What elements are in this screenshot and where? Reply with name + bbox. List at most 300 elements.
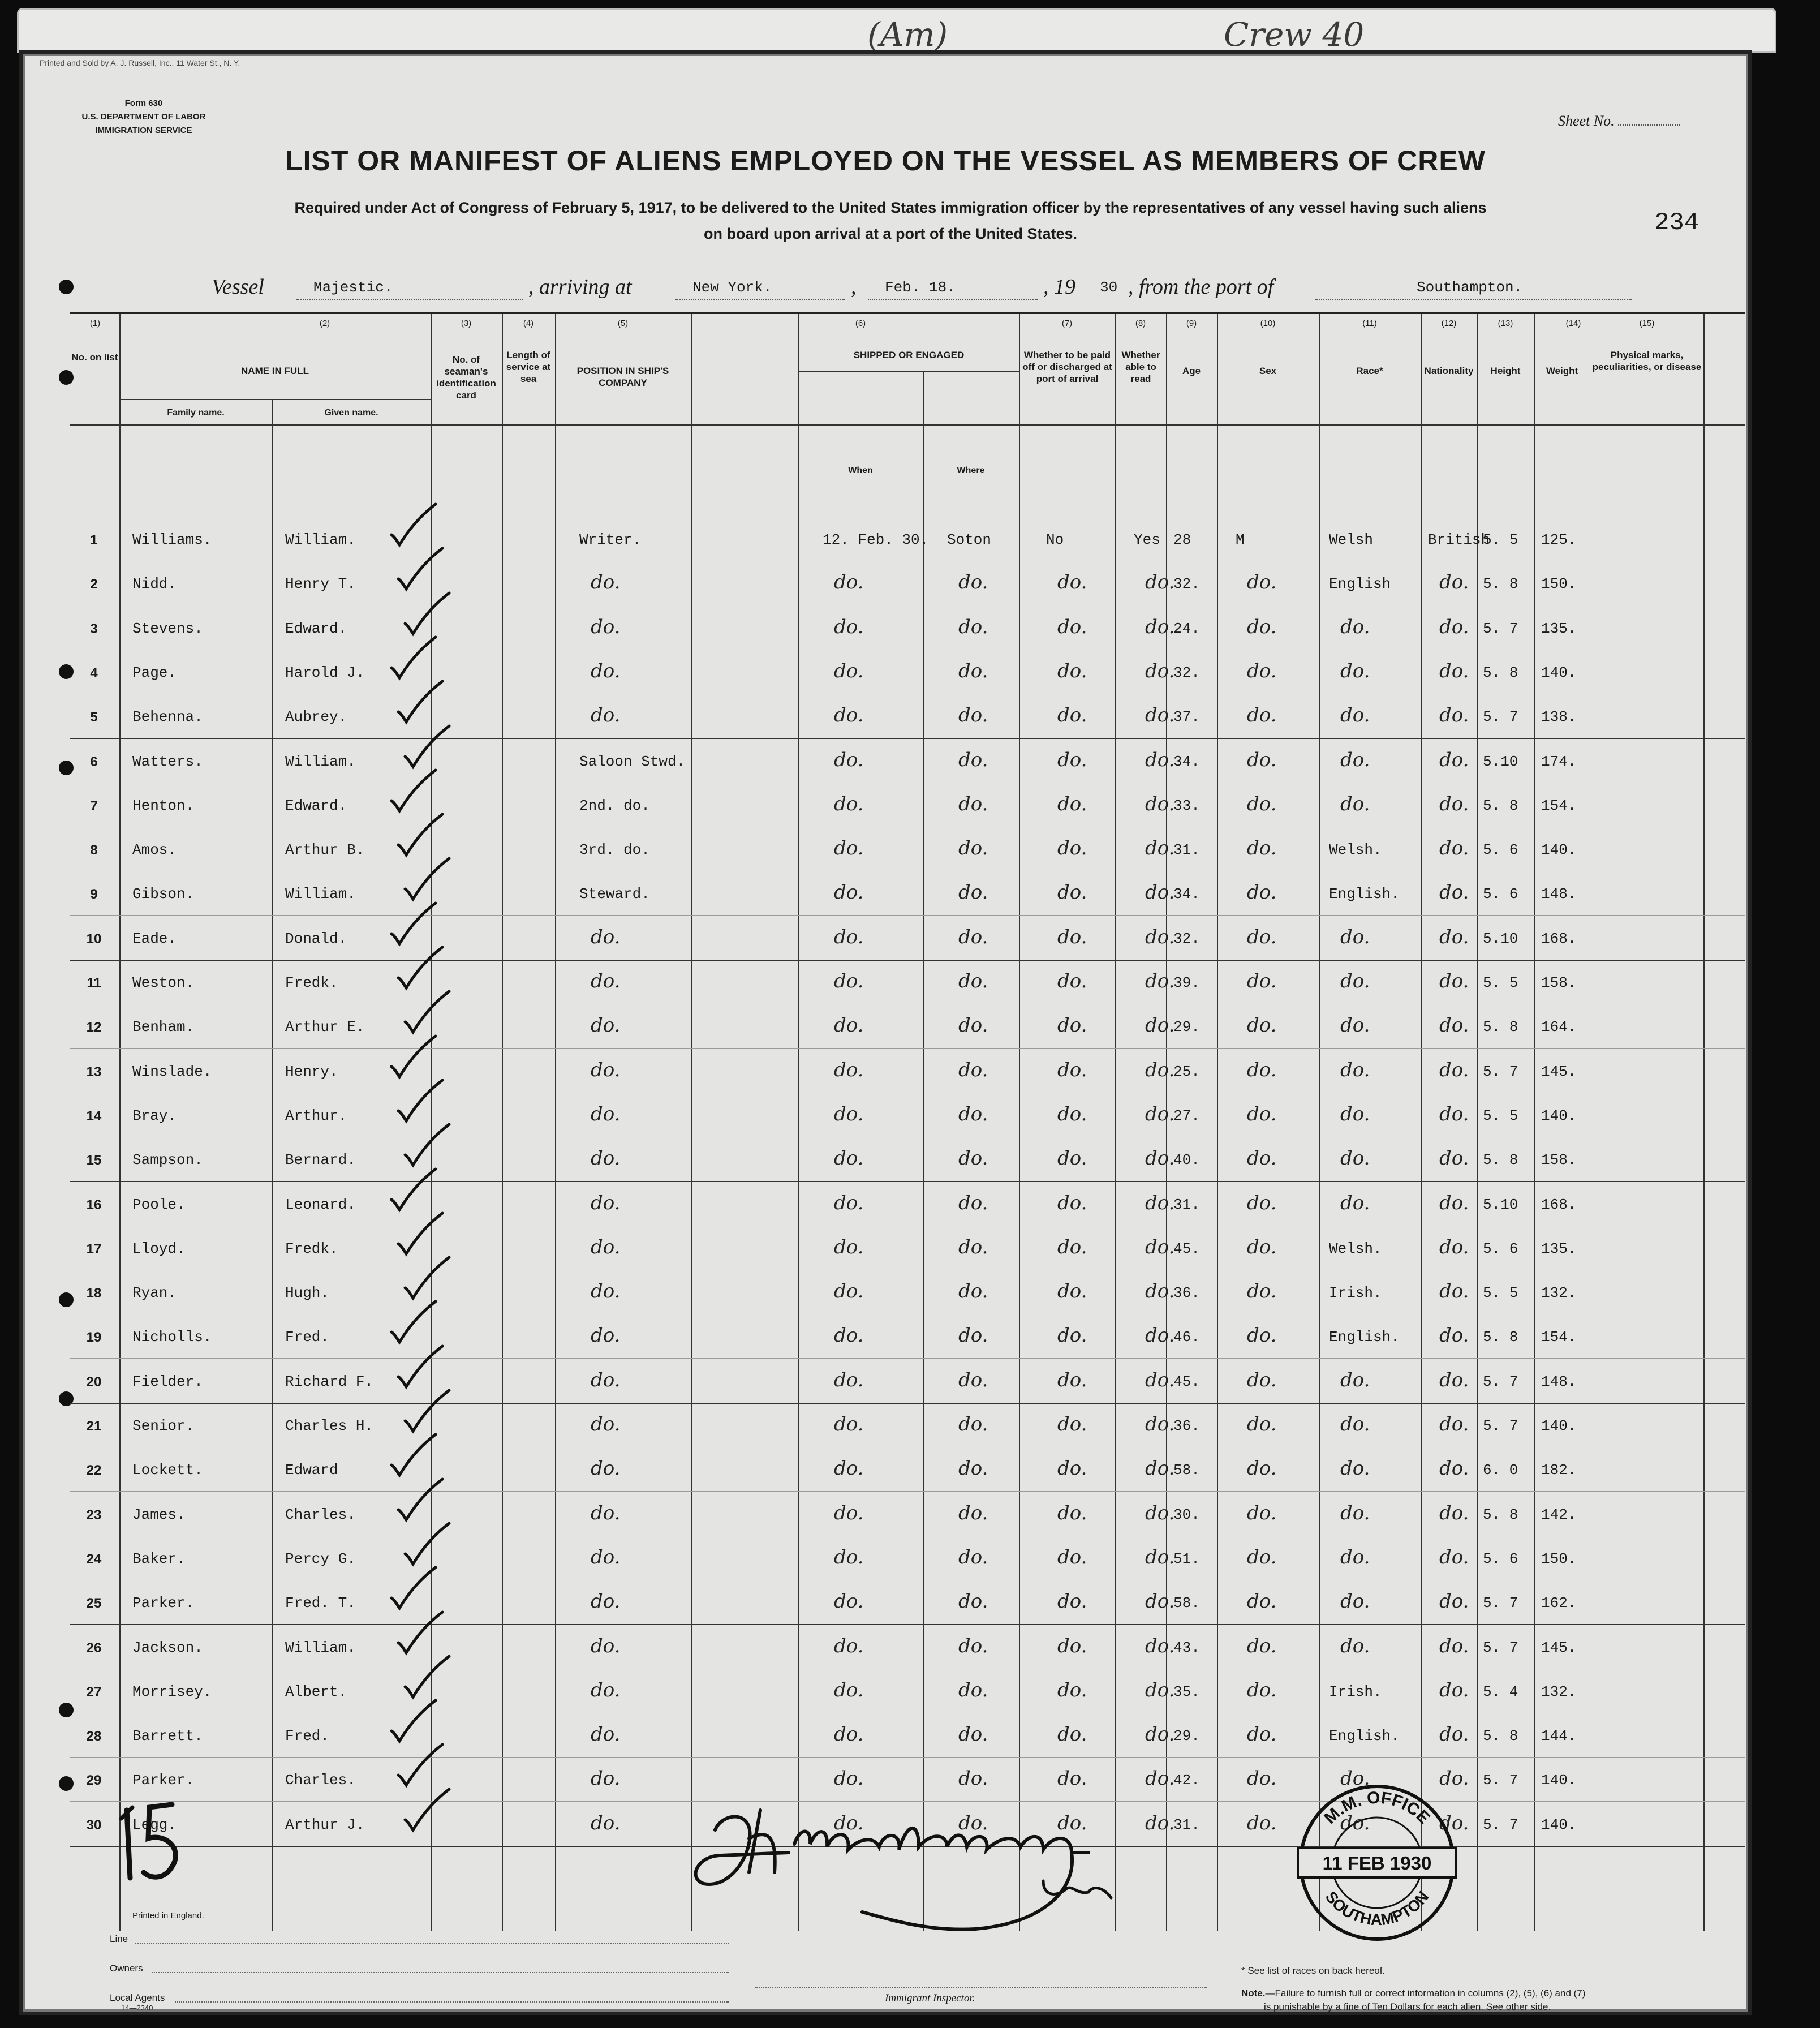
cell-race: English (1329, 575, 1391, 593)
cell-weight: 125. (1541, 531, 1577, 548)
cell-race: do. (1340, 1368, 1370, 1391)
header-position: POSITION IN SHIP'S COMPANY (576, 366, 669, 388)
page-subtitle (240, 195, 1541, 247)
cell-where: do. (958, 1147, 988, 1170)
cell-nationality: do. (1439, 1723, 1469, 1746)
cell-position: do. (591, 659, 621, 682)
header-physical-marks: Physical marks, peculiarities, or disease (1592, 350, 1702, 372)
cell-where: do. (958, 1368, 988, 1391)
cell-height: 5. 6 (1483, 1240, 1518, 1257)
cell-nationality: do. (1439, 1014, 1469, 1037)
cell-read: do. (1145, 837, 1175, 860)
cell-sex: do. (1247, 1280, 1277, 1303)
check-mark-icon (387, 1165, 438, 1215)
check-mark-icon (394, 1209, 445, 1260)
cell-given: Leonard. (285, 1196, 356, 1213)
cell-when: do. (834, 1723, 864, 1746)
cell-read: do. (1145, 1191, 1175, 1214)
cell-family: Morrisey. (132, 1683, 212, 1700)
cell-weight: 158. (1541, 1152, 1577, 1169)
col-num: (14) (1565, 319, 1581, 328)
cell-when: do. (834, 1678, 864, 1702)
cell-position: Steward. (579, 886, 650, 903)
cell-age: 36. (1173, 1284, 1200, 1302)
header-family-name: Family name. (167, 408, 225, 418)
cell-position: do. (591, 1590, 621, 1613)
col-num: (5) (617, 319, 629, 328)
cell-sex: do. (1247, 748, 1277, 771)
cell-weight: 168. (1541, 1196, 1577, 1213)
check-mark-icon (401, 1120, 451, 1171)
cell-sex: do. (1247, 1413, 1277, 1436)
cell-paid: do. (1057, 1723, 1087, 1746)
header-age: Age (1182, 366, 1201, 376)
row-number: 9 (90, 887, 98, 903)
cell-family: Lockett. (132, 1462, 203, 1479)
header-length-service: Length of service at sea (506, 350, 551, 384)
cell-nationality: do. (1439, 1634, 1469, 1657)
cell-paid: do. (1057, 615, 1087, 638)
header-race: Race* (1356, 366, 1383, 376)
cell-paid: do. (1057, 1678, 1087, 1702)
cell-race: English. (1329, 1728, 1400, 1745)
check-mark-icon (394, 1475, 445, 1526)
cell-read: do. (1145, 1102, 1175, 1125)
cell-race: Welsh. (1329, 841, 1382, 859)
check-mark-icon (394, 1342, 445, 1393)
cell-sex: do. (1247, 659, 1277, 682)
check-mark-icon (394, 943, 445, 994)
cell-race: do. (1340, 1590, 1370, 1613)
cell-read: do. (1145, 659, 1175, 682)
check-mark-icon (387, 1297, 438, 1348)
cell-height: 5. 7 (1483, 1816, 1518, 1833)
cell-given: Arthur B. (285, 841, 365, 859)
vessel-line: Vessel Majestic. , arriving at New York. , Feb. 18. , 19 30 , from the port of Southampton. (212, 270, 1705, 304)
check-mark-icon (401, 588, 451, 639)
row-number: 30 (86, 1817, 102, 1833)
cell-age: 31. (1173, 1816, 1200, 1833)
cell-paid: do. (1057, 1324, 1087, 1347)
cell-read: do. (1145, 1501, 1175, 1524)
cell-paid: do. (1057, 837, 1087, 860)
check-mark-icon (394, 1740, 445, 1791)
cell-nationality: do. (1439, 1235, 1469, 1258)
cell-given: Hugh. (285, 1284, 330, 1302)
cell-position: do. (591, 1501, 621, 1524)
cell-family: Parker. (132, 1772, 195, 1789)
cell-where: do. (958, 881, 988, 904)
cell-race: do. (1340, 1811, 1370, 1834)
row-number: 4 (90, 665, 98, 681)
cell-where: do. (958, 1501, 988, 1524)
cell-nationality: do. (1439, 1501, 1469, 1524)
cell-family: Nidd. (132, 575, 177, 593)
cell-weight: 150. (1541, 1550, 1577, 1567)
cell-weight: 148. (1541, 886, 1577, 903)
check-mark-icon (401, 1785, 451, 1836)
cell-family: Parker. (132, 1595, 195, 1612)
cell-given: Fredk. (285, 974, 338, 991)
cell-paid: do. (1057, 1457, 1087, 1480)
cell-when: do. (834, 1590, 864, 1613)
cell-read: do. (1145, 748, 1175, 771)
cell-sex: do. (1247, 1545, 1277, 1569)
cell-race: Welsh (1329, 531, 1374, 548)
cell-paid: do. (1057, 1811, 1087, 1834)
cell-weight: 150. (1541, 575, 1577, 593)
cell-given: Edward. (285, 620, 347, 637)
cell-given: Fred. (285, 1329, 330, 1346)
cell-nationality: do. (1439, 925, 1469, 948)
footer-owners-label: Owners (110, 1963, 143, 1974)
cell-nationality: do. (1439, 1102, 1469, 1125)
cell-sex: do. (1247, 1457, 1277, 1480)
cell-read: do. (1145, 1811, 1175, 1834)
cell-weight: 182. (1541, 1462, 1577, 1479)
cell-sex: do. (1247, 1102, 1277, 1125)
cell-position: do. (591, 1723, 621, 1746)
cell-sex: do. (1247, 1767, 1277, 1790)
cell-read: do. (1145, 615, 1175, 638)
cell-height: 5. 7 (1483, 1063, 1518, 1080)
cell-height: 5. 5 (1483, 1107, 1518, 1124)
cell-position: do. (591, 1147, 621, 1170)
cell-position: do. (591, 1014, 621, 1037)
cell-when: do. (834, 659, 864, 682)
row-number: 8 (90, 843, 98, 858)
cell-read: do. (1145, 1413, 1175, 1436)
cell-age: 36. (1173, 1417, 1200, 1434)
col-num: (10) (1260, 319, 1276, 328)
cell-height: 5. 8 (1483, 1506, 1518, 1523)
cell-height: 5. 8 (1483, 797, 1518, 814)
cell-height: 5. 8 (1483, 1019, 1518, 1036)
cell-age: 34. (1173, 886, 1200, 903)
header-where: Where (957, 466, 985, 475)
cell-nationality: do. (1439, 792, 1469, 815)
col-num: (4) (523, 319, 534, 328)
cell-age: 33. (1173, 797, 1200, 814)
col-num: (7) (1061, 319, 1073, 328)
office-stamp (1292, 1778, 1462, 1948)
cell-position: do. (591, 1634, 621, 1657)
cell-race: do. (1340, 1767, 1370, 1790)
cell-when: do. (834, 1235, 864, 1258)
check-mark-icon (387, 1696, 438, 1747)
cell-given: Arthur E. (285, 1019, 365, 1036)
header-no-on-list: No. on list (71, 352, 118, 363)
cell-sex: do. (1247, 1590, 1277, 1613)
cell-when: do. (834, 1767, 864, 1790)
cell-race: English. (1329, 1329, 1400, 1346)
cell-where: do. (958, 1545, 988, 1569)
row-number: 5 (90, 710, 98, 725)
cell-position: do. (591, 615, 621, 638)
footer-form-code: 14—2340 (121, 2004, 153, 2012)
header-weight: Weight (1546, 366, 1578, 376)
cell-position: do. (591, 1767, 621, 1790)
cell-position: do. (591, 1235, 621, 1258)
check-mark-icon (387, 633, 438, 684)
cell-race: do. (1340, 792, 1370, 815)
cell-family: Ryan. (132, 1284, 177, 1302)
row-number: 3 (90, 621, 98, 637)
cell-where: do. (958, 748, 988, 771)
cell-family: Nicholls. (132, 1329, 212, 1346)
header-id-card: No. of seaman's identification card (436, 354, 496, 401)
cell-read: Yes (1134, 531, 1160, 548)
row-number: 25 (86, 1596, 102, 1612)
cell-read: do. (1145, 1368, 1175, 1391)
row-number: 14 (86, 1108, 102, 1124)
col-num: (11) (1362, 319, 1377, 328)
cell-age: 45. (1173, 1373, 1200, 1390)
cell-paid: do. (1057, 1014, 1087, 1037)
cell-read: do. (1145, 792, 1175, 815)
cell-when: do. (834, 925, 864, 948)
cell-family: Sampson. (132, 1152, 203, 1169)
cell-where: do. (958, 970, 988, 992)
cell-position: do. (591, 1457, 621, 1480)
cell-race: do. (1340, 1457, 1370, 1480)
cell-race: do. (1340, 659, 1370, 682)
cell-race: do. (1340, 615, 1370, 638)
cell-age: 30. (1173, 1506, 1200, 1523)
tab-note-right: Crew 40 (1224, 15, 1365, 54)
cell-weight: 140. (1541, 1816, 1577, 1833)
cell-height: 5. 7 (1483, 1639, 1518, 1656)
cell-read: do. (1145, 1723, 1175, 1746)
cell-paid: do. (1057, 1058, 1087, 1081)
cell-race: do. (1340, 704, 1370, 727)
cell-weight: 145. (1541, 1639, 1577, 1656)
row-number: 18 (86, 1286, 102, 1301)
check-mark-icon (394, 677, 445, 728)
check-mark-icon (387, 1430, 438, 1481)
check-mark-icon (394, 1076, 445, 1127)
cell-family: Lloyd. (132, 1240, 186, 1257)
row-number: 21 (86, 1419, 102, 1434)
cell-height: 5.10 (1483, 753, 1518, 770)
cell-weight: 140. (1541, 1772, 1577, 1789)
cell-when: do. (834, 1280, 864, 1303)
row-number: 20 (86, 1374, 102, 1390)
cell-when: do. (834, 1457, 864, 1480)
cell-given: Arthur. (285, 1107, 347, 1124)
cell-nationality: do. (1439, 1280, 1469, 1303)
cell-where: do. (958, 1191, 988, 1214)
cell-paid: do. (1057, 1590, 1087, 1613)
cell-where: do. (958, 704, 988, 727)
cell-position: 2nd. do. (579, 797, 650, 814)
cell-sex: do. (1247, 1014, 1277, 1037)
row-number: 11 (87, 976, 101, 991)
col-num: (9) (1186, 319, 1197, 328)
cell-paid: do. (1057, 925, 1087, 948)
row-number: 26 (86, 1640, 102, 1656)
stamp-bottom-text: SOUTHAMPTON (1322, 1888, 1432, 1929)
cell-sex: do. (1247, 1368, 1277, 1391)
col-num: (12) (1441, 319, 1457, 328)
cell-where: do. (958, 1457, 988, 1480)
header-shipped: SHIPPED OR ENGAGED (853, 350, 965, 360)
cell-position: do. (591, 1280, 621, 1303)
cell-age: 37. (1173, 708, 1200, 726)
cell-height: 5.10 (1483, 930, 1518, 947)
header-given-name: Given name. (324, 408, 378, 418)
cell-where: do. (958, 1235, 988, 1258)
cell-family: Poole. (132, 1196, 186, 1213)
cell-sex: do. (1247, 1678, 1277, 1702)
cell-paid: do. (1057, 1368, 1087, 1391)
cell-read: do. (1145, 1014, 1175, 1037)
cell-nationality: do. (1439, 1324, 1469, 1347)
cell-where: do. (958, 837, 988, 860)
cell-given: Henry. (285, 1063, 338, 1080)
cell-weight: 162. (1541, 1595, 1577, 1612)
row-number: 15 (86, 1153, 102, 1168)
cell-position: do. (591, 1545, 621, 1569)
cell-family: Weston. (132, 974, 195, 991)
cell-weight: 140. (1541, 841, 1577, 859)
cell-read: do. (1145, 1678, 1175, 1702)
cell-weight: 140. (1541, 1417, 1577, 1434)
stamp-date: 11 FEB 1930 (1322, 1853, 1432, 1874)
cell-height: 5.10 (1483, 1196, 1518, 1213)
page-number: 234 (1654, 209, 1699, 237)
cell-height: 5. 7 (1483, 620, 1518, 637)
cell-height: 5. 8 (1483, 575, 1518, 593)
cell-age: 29. (1173, 1728, 1200, 1745)
row-number: 1 (90, 532, 98, 548)
year-suffix: 30 (1100, 279, 1118, 296)
cell-where: do. (958, 1324, 988, 1347)
footer-local-agents-label: Local Agents (110, 1992, 165, 2003)
cell-weight: 168. (1541, 930, 1577, 947)
check-mark-icon (401, 721, 451, 772)
top-tab-strip (17, 8, 1776, 53)
cell-where: do. (958, 1767, 988, 1790)
footer-line-label: Line (110, 1934, 128, 1944)
cell-nationality: do. (1439, 1191, 1469, 1214)
cell-paid: do. (1057, 1767, 1087, 1790)
cell-height: 5. 6 (1483, 886, 1518, 903)
cell-given: William. (285, 753, 356, 770)
cell-where: do. (958, 1590, 988, 1613)
cell-paid: do. (1057, 1501, 1087, 1524)
cell-where: do. (958, 571, 988, 594)
subtitle-line-1: Required under Act of Congress of February 5, 1917, to be delivered to the United States immigration officer by the representatives of any vessel having such aliens (294, 199, 1487, 216)
cell-race: do. (1340, 1413, 1370, 1436)
cell-where: Soton (947, 531, 992, 548)
check-mark-icon (401, 854, 451, 905)
cell-weight: 138. (1541, 708, 1577, 726)
cell-position: do. (591, 1324, 621, 1347)
cell-race: do. (1340, 970, 1370, 992)
tab-note-left: (Am) (867, 15, 948, 54)
cell-family: Eade. (132, 930, 177, 947)
cell-height: 5. 8 (1483, 1329, 1518, 1346)
cell-age: 42. (1173, 1772, 1200, 1789)
cell-read: do. (1145, 1147, 1175, 1170)
cell-race: English. (1329, 886, 1400, 903)
penalty-note (1241, 1987, 1585, 2014)
cell-sex: do. (1247, 1058, 1277, 1081)
cell-family: Gibson. (132, 886, 195, 903)
cell-age: 31. (1173, 1196, 1200, 1213)
cell-when: do. (834, 1811, 864, 1834)
cell-sex: do. (1247, 1501, 1277, 1524)
row-number: 19 (86, 1330, 102, 1346)
row-number: 23 (86, 1507, 102, 1523)
cell-sex: do. (1247, 1811, 1277, 1834)
cell-nationality: do. (1439, 1368, 1469, 1391)
cell-where: do. (958, 1678, 988, 1702)
cell-paid: do. (1057, 1280, 1087, 1303)
arriving-port: New York. (692, 279, 772, 296)
cell-sex: do. (1247, 1147, 1277, 1170)
cell-where: do. (958, 1634, 988, 1657)
cell-given: Edward (285, 1462, 338, 1479)
col-num: (2) (319, 319, 330, 328)
row-number: 10 (86, 931, 102, 947)
cell-height: 5. 7 (1483, 1373, 1518, 1390)
cell-age: 46. (1173, 1329, 1200, 1346)
cell-race: do. (1340, 1014, 1370, 1037)
col-num: (15) (1639, 319, 1655, 328)
cell-when: do. (834, 1324, 864, 1347)
cell-given: Henry T. (285, 575, 356, 593)
cell-sex: do. (1247, 925, 1277, 948)
cell-height: 5. 5 (1483, 974, 1518, 991)
cell-where: do. (958, 1413, 988, 1436)
cell-position: Saloon Stwd. (579, 753, 686, 770)
cell-sex: do. (1247, 1324, 1277, 1347)
cell-position: do. (591, 1413, 621, 1436)
cell-given: William. (285, 531, 356, 548)
row-number: 13 (86, 1064, 102, 1080)
cell-paid: do. (1057, 970, 1087, 992)
form-number: Form 630 (124, 98, 163, 108)
cell-read: do. (1145, 1235, 1175, 1258)
cell-age: 43. (1173, 1639, 1200, 1656)
cell-family: Amos. (132, 841, 177, 859)
cell-race: Welsh. (1329, 1240, 1382, 1257)
cell-height: 5. 5 (1483, 1284, 1518, 1302)
subtitle-line-2: on board upon arrival at a port of the United States. (703, 225, 1078, 242)
cell-weight: 164. (1541, 1019, 1577, 1036)
check-mark-icon (401, 1253, 451, 1304)
cell-read: do. (1145, 704, 1175, 727)
note-text-2: is punishable by a fine of Ten Dollars for each alien. See other side. (1264, 2001, 1551, 2012)
cell-position: do. (591, 571, 621, 594)
cell-position: do. (591, 1102, 621, 1125)
cell-race: Irish. (1329, 1284, 1382, 1302)
cell-paid: do. (1057, 1235, 1087, 1258)
cell-age: 39. (1173, 974, 1200, 991)
cell-family: James. (132, 1506, 186, 1523)
row-number: 17 (86, 1241, 102, 1257)
cell-when: do. (834, 1413, 864, 1436)
cell-when: do. (834, 1147, 864, 1170)
row-number: 16 (86, 1197, 102, 1213)
cell-sex: do. (1247, 1191, 1277, 1214)
cell-paid: do. (1057, 792, 1087, 815)
check-mark-icon (394, 544, 445, 595)
cell-age: 40. (1173, 1152, 1200, 1169)
cell-nationality: do. (1439, 1457, 1469, 1480)
